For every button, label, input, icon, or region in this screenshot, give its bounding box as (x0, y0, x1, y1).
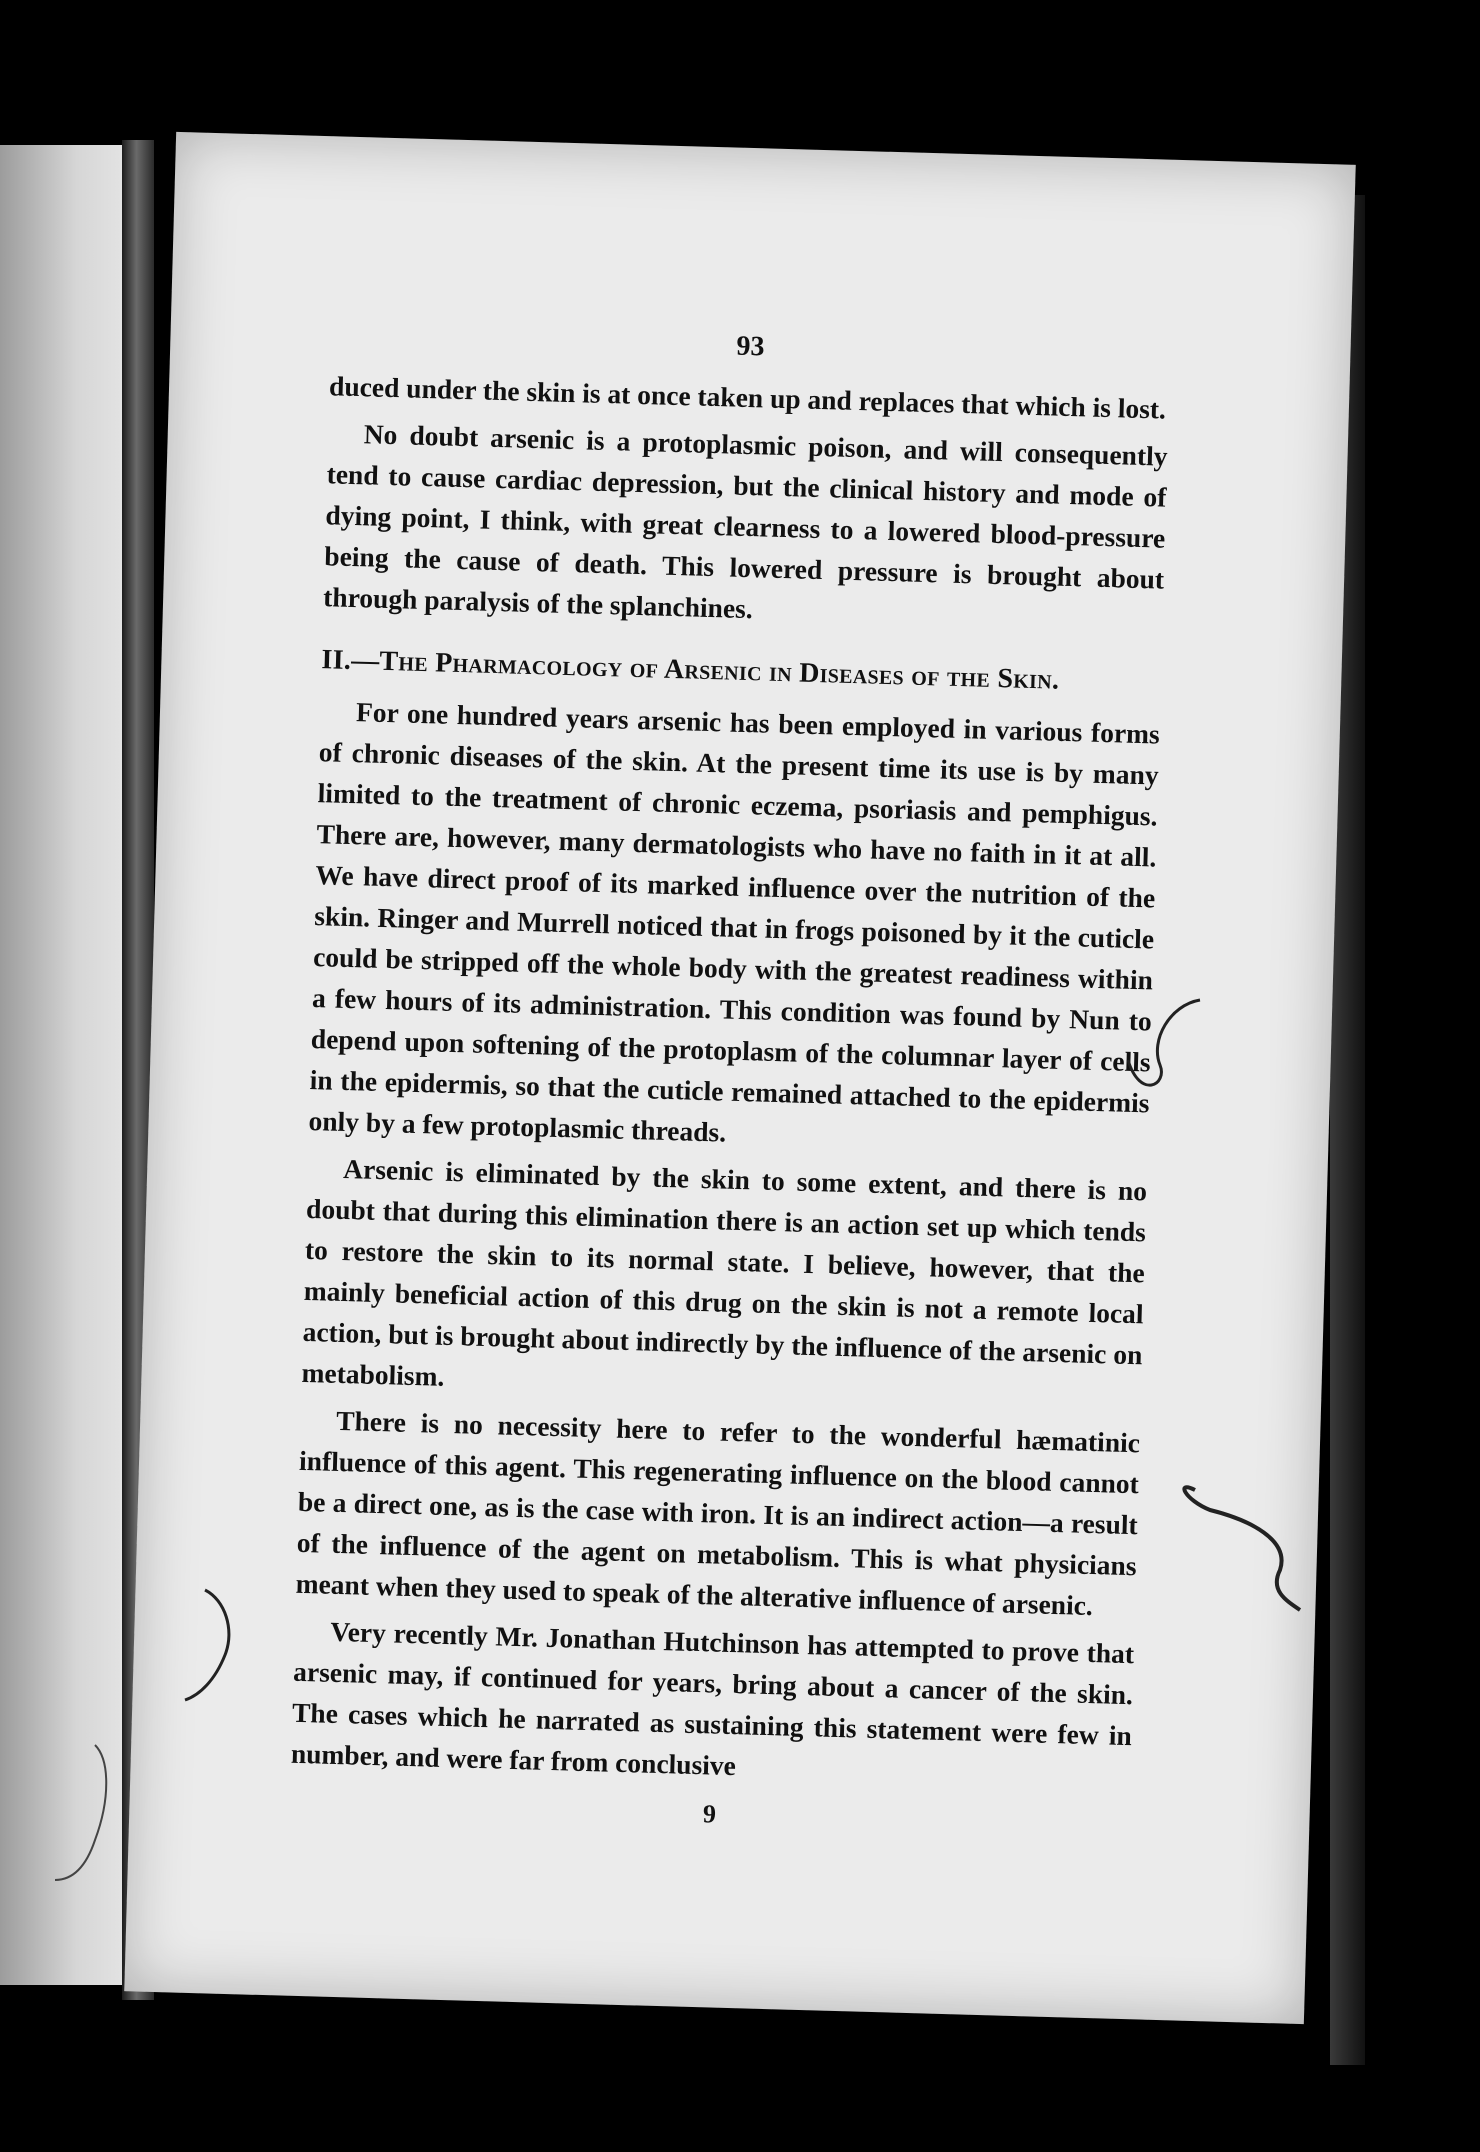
paragraph: There is no necessity here to refer to the wonderful hæmatinic influence of this agent. This regenerating influence on the blood cannot be a direct one, as is the case with iron. It is an indirect action—a result of the influence of the agent on metabolism. This is what physicians meant when they used to speak of the alterative influence of arsenic. (295, 1404, 1141, 1622)
page-content (289, 314, 1171, 1846)
paragraph: No doubt arsenic is a protoplasmic poison, and will consequently tend to cause cardiac depression, but the clinical history and mode of dying point, I think, with great clearness to a lowered blood-pressure being the cause of death. This lowered pressure is brought about through paralysis of the splanchines. (322, 418, 1168, 625)
paragraph: Arsenic is eliminated by the skin to some extent, and there is no doubt that during this elimination there is an action set up which tends to restore the skin to its normal state. I believe, however, that the mainly beneficial action of this drug on the skin is not a remote local action, but is brought about indirectly by the influence of the arsenic on metabolism. (301, 1152, 1148, 1392)
page-number: 93 (736, 330, 765, 363)
paragraph: Very recently Mr. Jonathan Hutchinson has attempted to prove that arsenic may, if continued for years, bring about a cancer of the skin. The cases which he narrated as sustaining this statement were few in number, and were far from conclusive (290, 1615, 1135, 1782)
signature-mark: 9 (702, 1799, 717, 1829)
adjacent-page-edge (0, 145, 128, 1985)
section-heading: II.—The Pharmacology of Arsenic in Diseases of the Skin. (321, 644, 1060, 696)
book-page (124, 132, 1355, 2024)
paragraph: For one hundred years arsenic has been employed in various forms of chronic diseases of the skin. At the present time its use is by many limited to the treatment of chronic eczema, psoriasis and pemphigus. There are, however, many dermatologists who have no faith in it at all. We have direct proof of its marked influence over the nutrition of the skin. Ringer and Murrell noticed that in frogs poisoned by it the cuticle could be stripped off the whole body with the greatest readiness within a few hours of its administration. This condition was found by Nun to depend upon softening of the protoplasm of the columnar layer of cells in the epidermis, so that the cuticle remained attached to the epidermis only by a few protoplasmic threads. (308, 696, 1161, 1148)
paragraph-continued: duced under the skin is at once taken up and replaces that which is lost. (328, 370, 1167, 425)
